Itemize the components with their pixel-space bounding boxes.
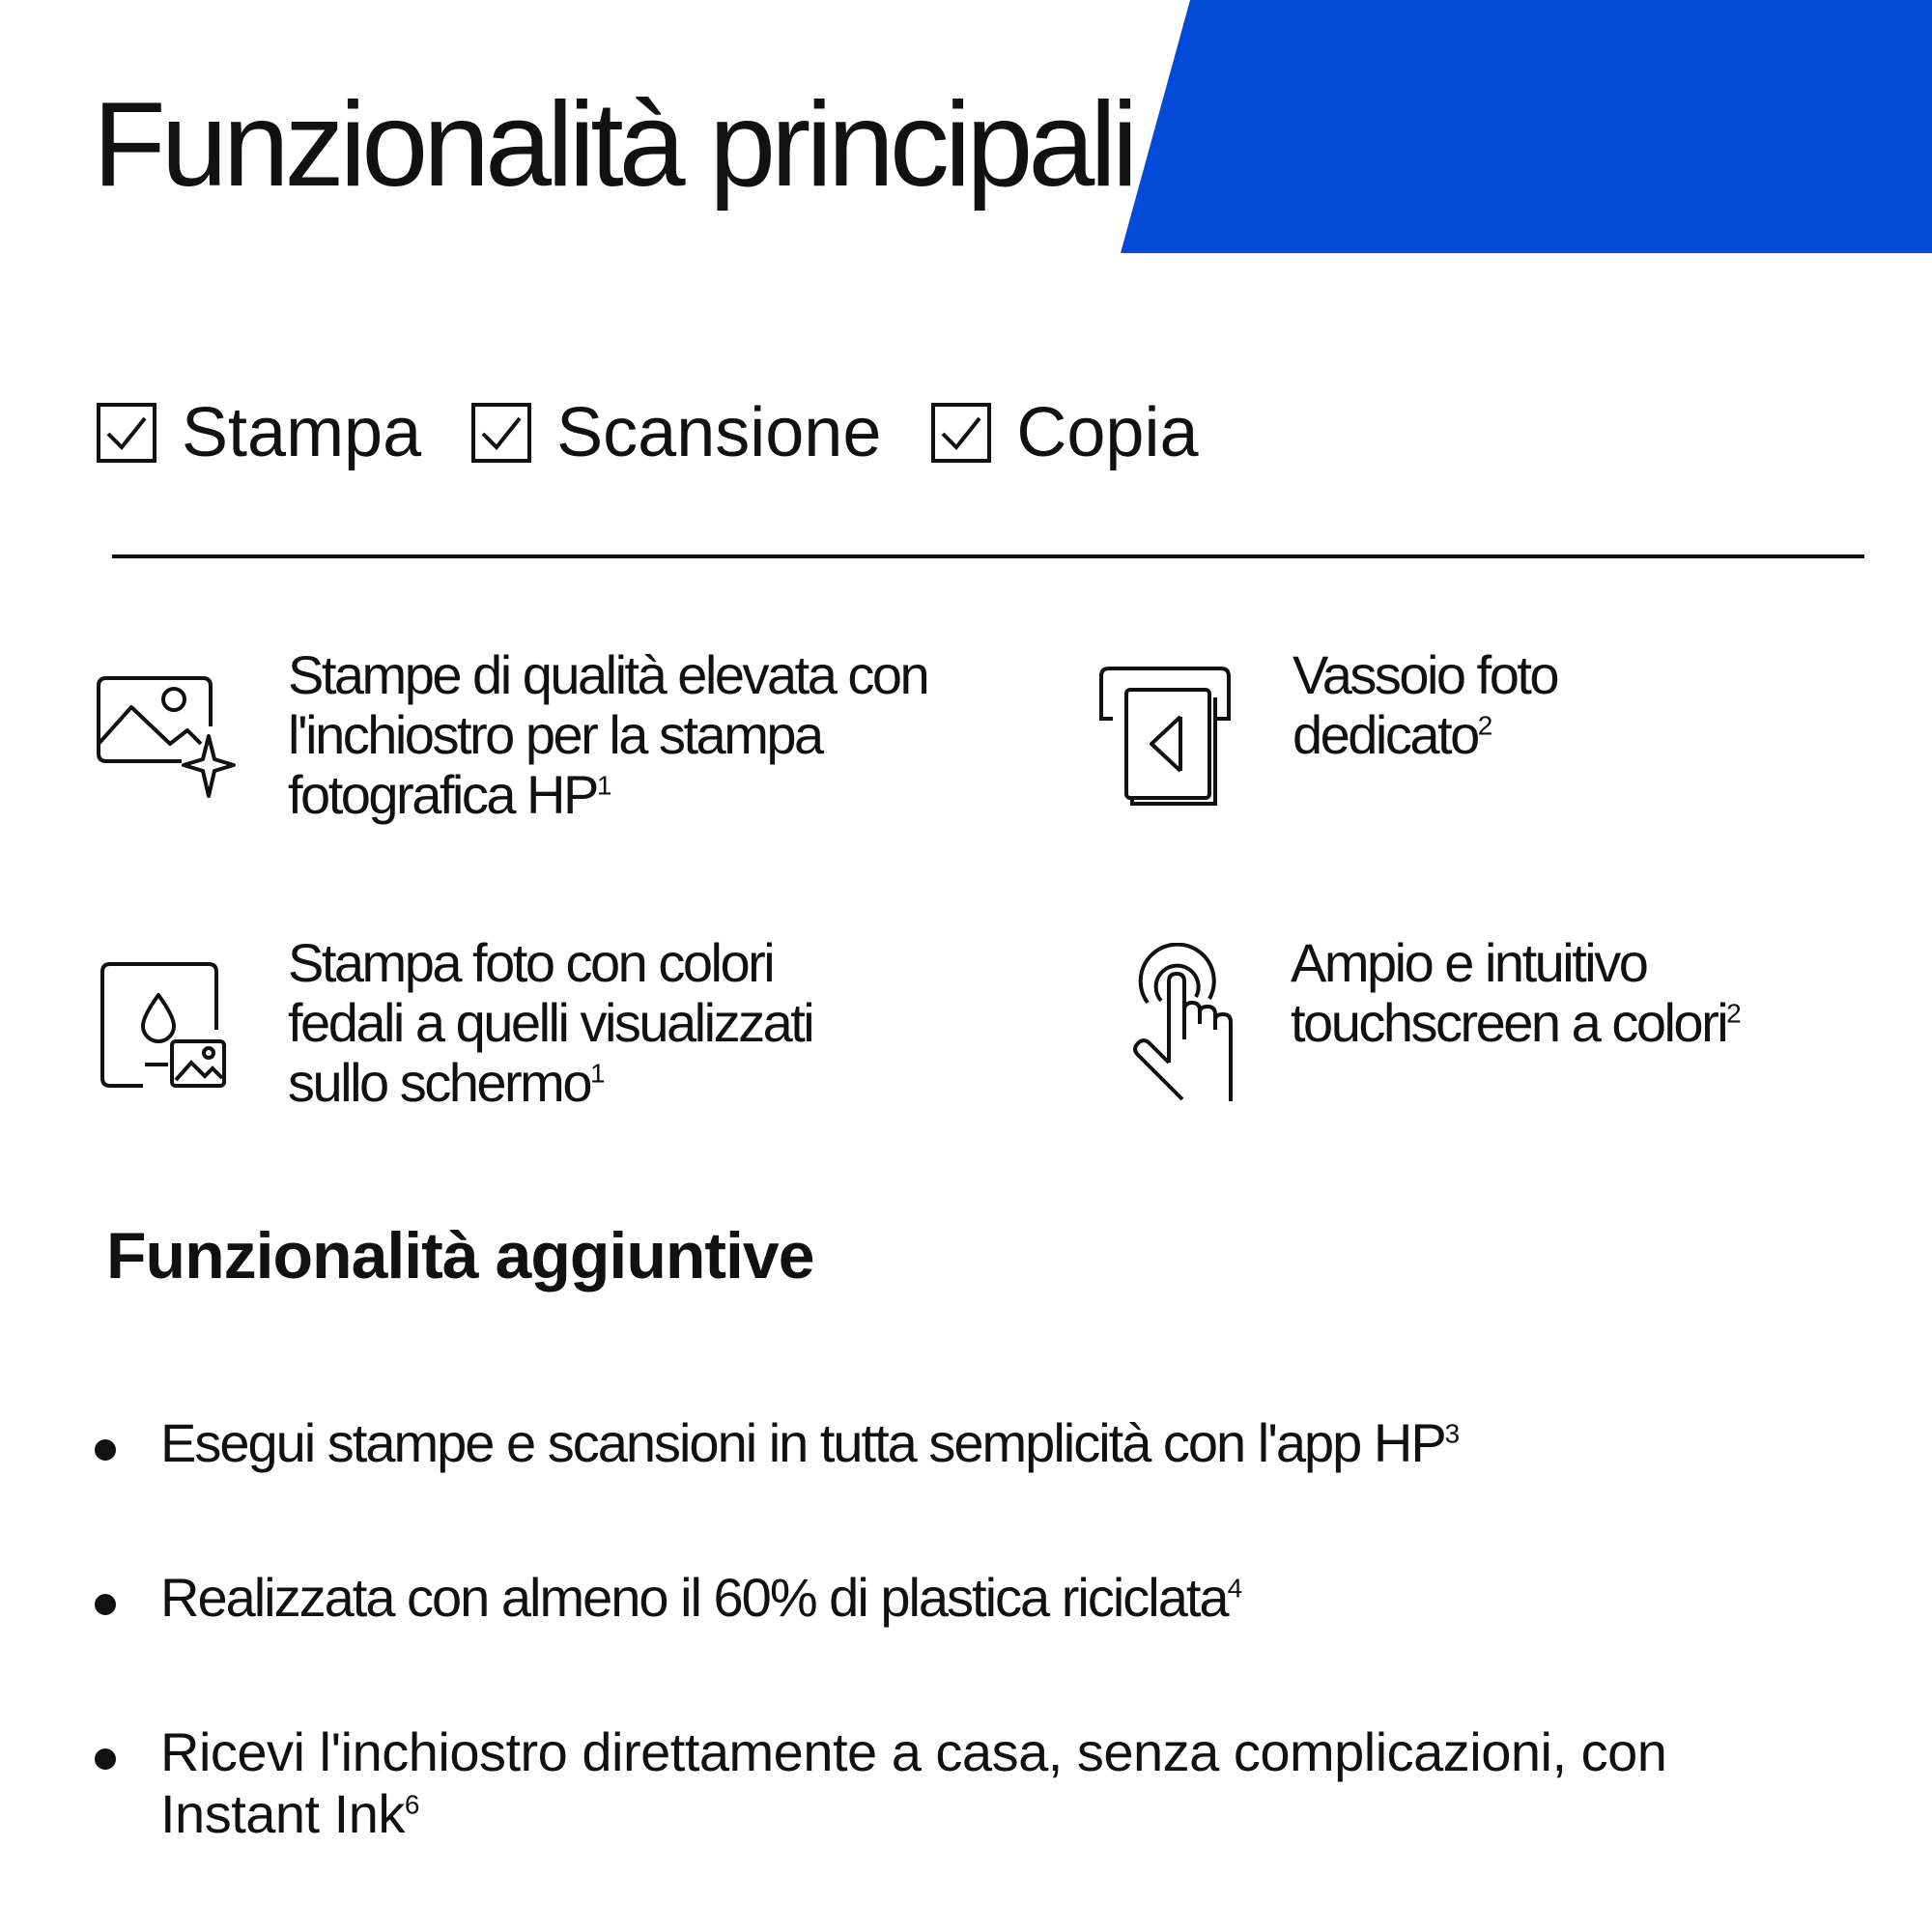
list-item-text: Ricevi l'inchiostro direttamente a casa, senza complicazioni, con Instant Ink$^6$ xyxy=(160,1721,1667,1844)
checkbox-checked-icon xyxy=(471,403,531,463)
function-list xyxy=(97,394,1249,471)
bullet-dot xyxy=(95,1439,116,1461)
function-stampa xyxy=(97,394,422,471)
additional-features-list xyxy=(95,1412,1872,1845)
list-item xyxy=(95,1567,1872,1629)
touch-hand-icon xyxy=(1121,943,1246,1107)
page-title: Funzionalità principali xyxy=(93,78,1134,212)
function-label: Scansione xyxy=(556,394,882,471)
feature-text: Vassoio foto dedicato$^2$ xyxy=(1293,644,1558,765)
feature-text: Stampa foto con colori fedali a quelli visualizzati sullo schermo$^1$ xyxy=(288,932,813,1113)
feature-true-colors xyxy=(99,933,968,1113)
ink-drop-photo-icon xyxy=(99,954,234,1099)
feature-photo-tray xyxy=(1094,645,1866,813)
section-divider xyxy=(112,554,1864,558)
list-item xyxy=(95,1412,1872,1474)
bullet-dot xyxy=(95,1594,116,1615)
footnote-marker: 6 xyxy=(404,1789,420,1820)
footnote-marker: 2 xyxy=(1726,998,1742,1029)
list-item-text: Esegui stampe e scansioni in tutta semplicità con l'app HP$^3$ xyxy=(160,1412,1461,1473)
checkbox-checked-icon xyxy=(931,403,991,463)
footnote-marker: 2 xyxy=(1477,710,1493,741)
feature-text: Ampio e intuitivo touchscreen a colori$^2$ xyxy=(1291,932,1742,1053)
feature-touchscreen xyxy=(1121,933,1893,1107)
function-scansione xyxy=(471,394,882,471)
checkbox-checked-icon xyxy=(97,403,156,463)
footnote-marker: 3 xyxy=(1444,1418,1461,1449)
photo-sparkle-icon xyxy=(95,667,240,811)
photo-tray-icon xyxy=(1094,659,1238,813)
blue-accent-shape xyxy=(1121,0,1932,253)
list-item-text: Realizzata con almeno il 60% di plastica riciclata$^4$ xyxy=(160,1567,1243,1628)
function-label: Copia xyxy=(1016,394,1199,471)
footnote-marker: 1 xyxy=(596,770,612,801)
footnote-marker: 1 xyxy=(589,1058,606,1089)
function-label: Stampa xyxy=(182,394,422,471)
feature-photo-quality xyxy=(95,645,1003,825)
feature-text: Stampe di qualità elevata con l'inchiostro per la stampa fotografica HP$^1$ xyxy=(288,644,928,825)
footnote-marker: 4 xyxy=(1227,1573,1243,1604)
section-title-additional: Funzionalità aggiuntive xyxy=(106,1219,814,1293)
list-item xyxy=(95,1721,1872,1845)
function-copia xyxy=(931,394,1199,471)
bullet-dot xyxy=(95,1748,116,1770)
